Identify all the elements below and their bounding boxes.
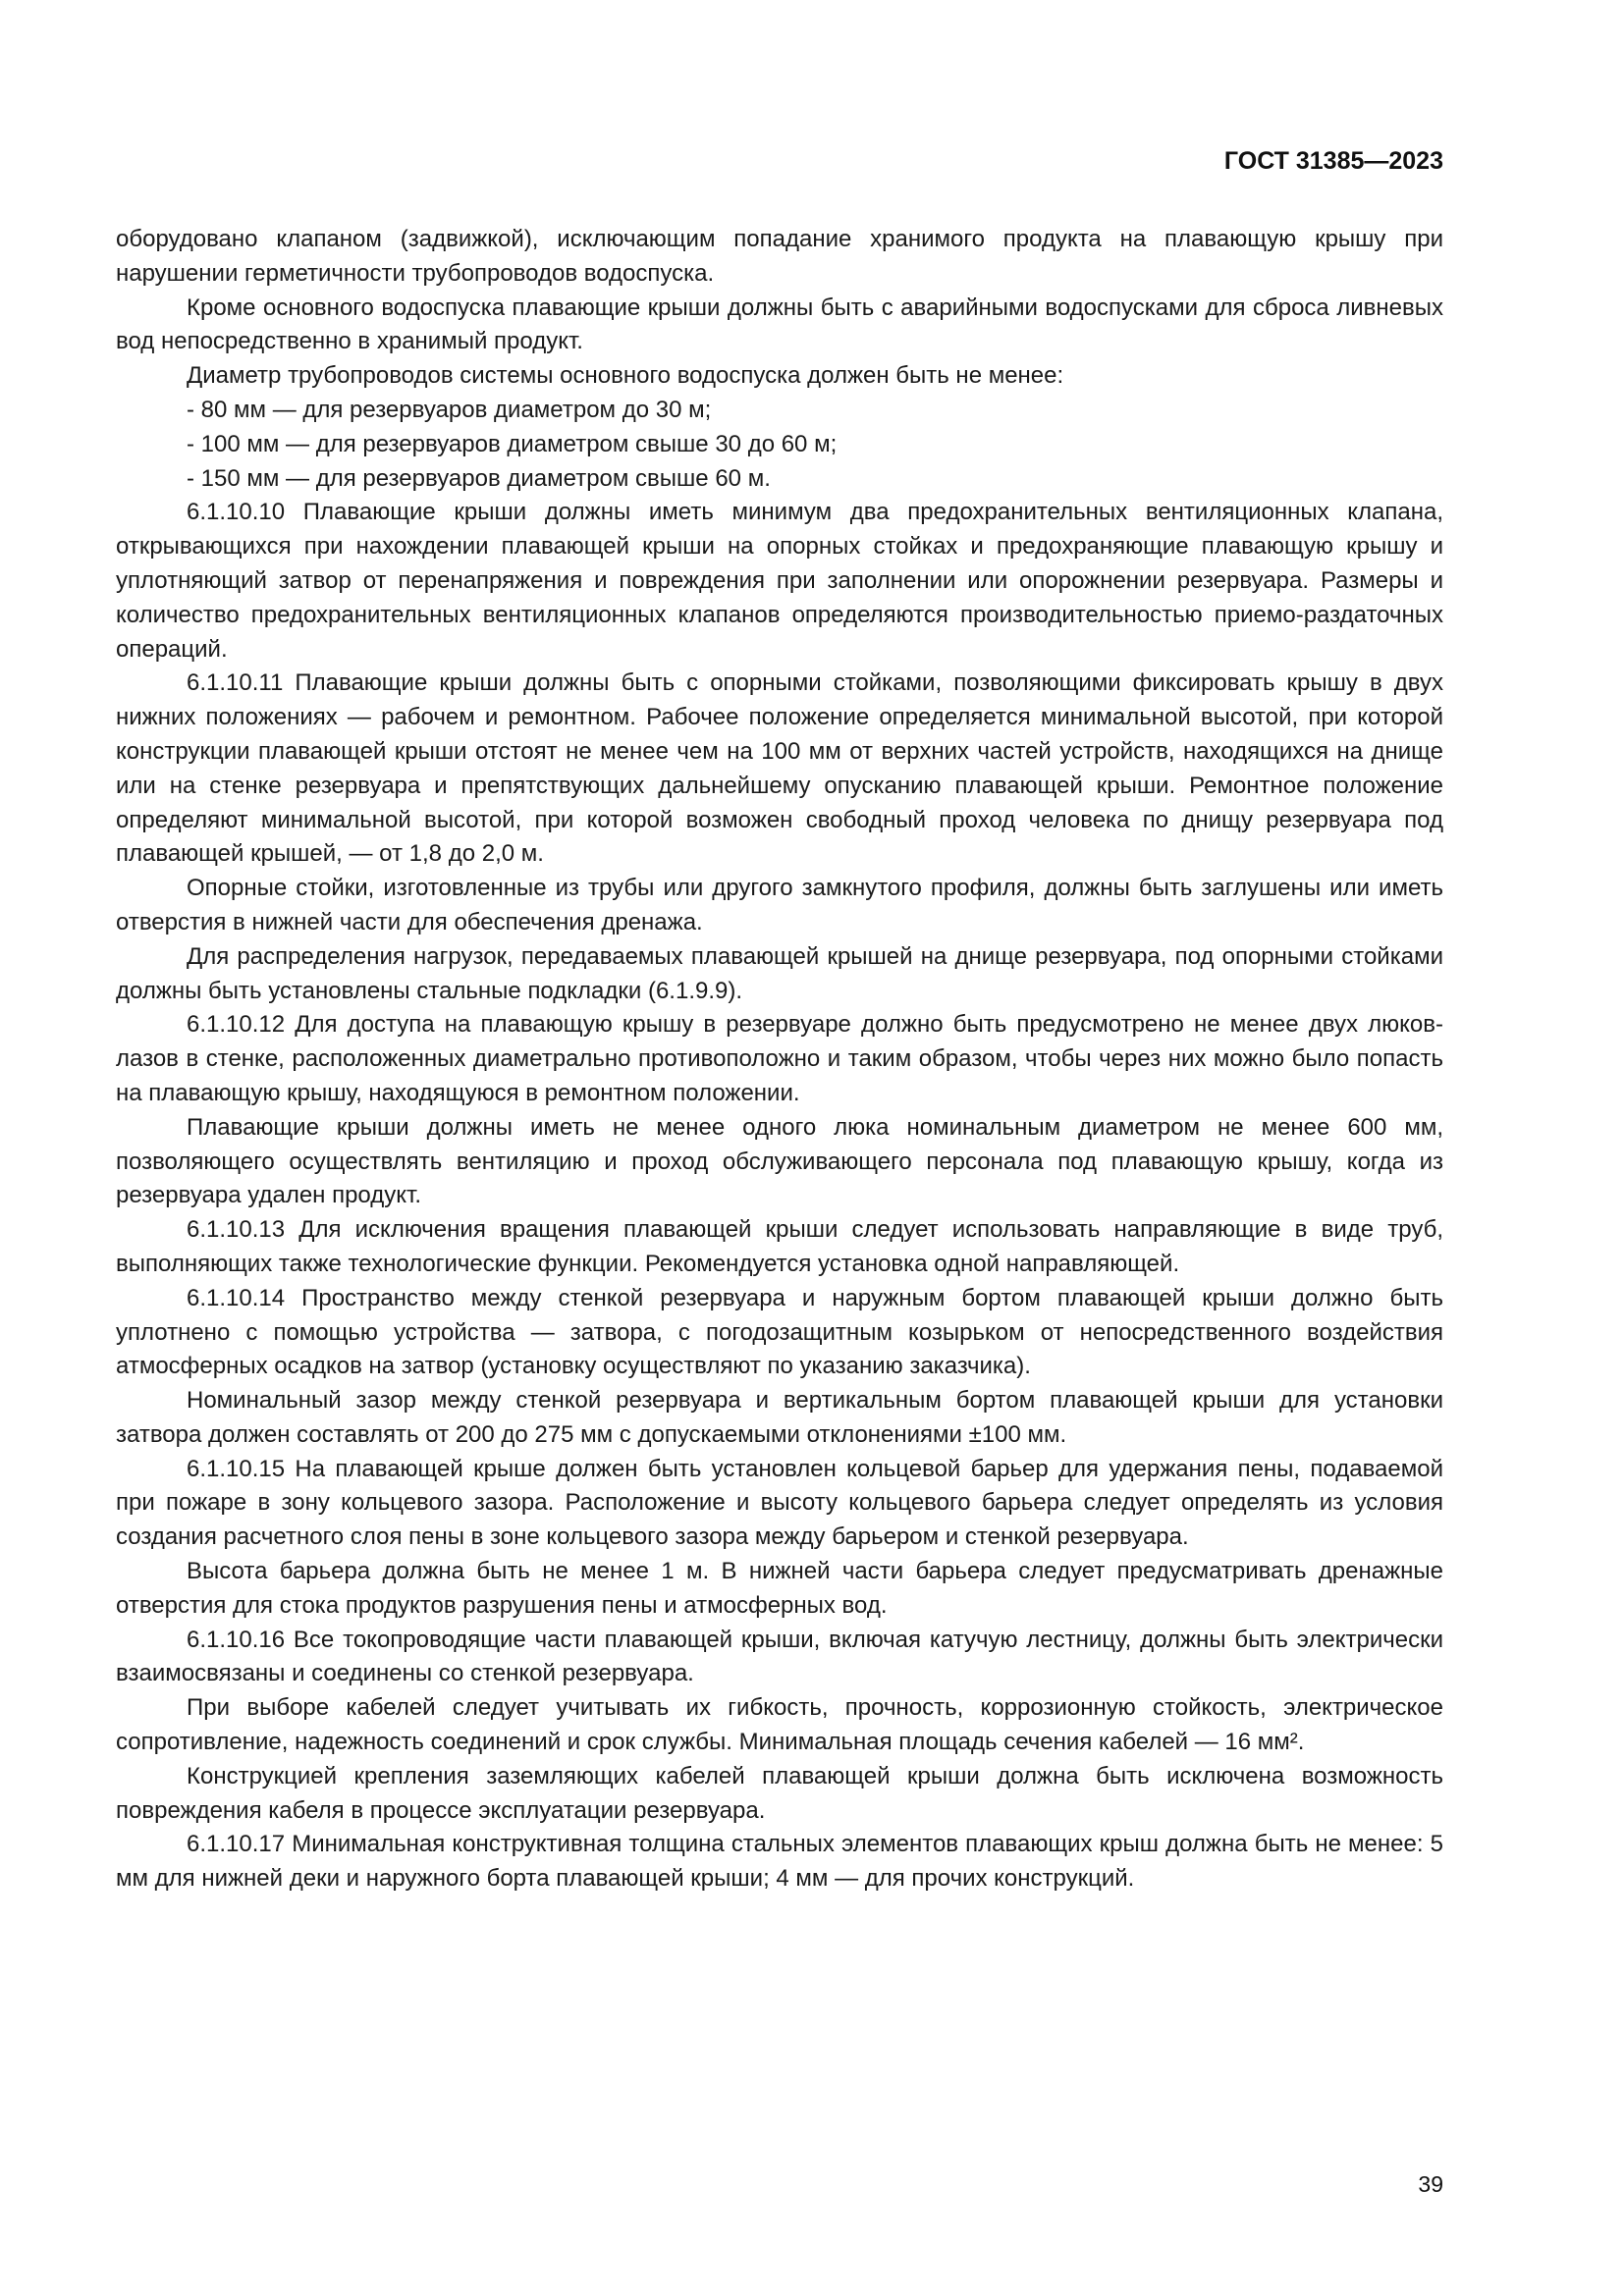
- document-body: [116, 223, 1443, 1896]
- paragraph: Конструкцией крепления заземляющих кабелей плавающей крыши должна быть исключена возможность повреждения кабеля в процессе эксплуатации резервуара.: [116, 1762, 1443, 1824]
- document-code-header: ГОСТ 31385—2023: [1223, 147, 1443, 175]
- clause-6-1-10-10: 6.1.10.10 Плавающие крыши должны иметь минимум два предохранительных вентиляционных клапана, открывающихся при нахождении плавающей крыши на опорных стойках и предохраняющие плавающую крышу и уплотняющий затвор от перенапряжения и повреждения при заполнении или опорожнении резервуара. Размеры и количество предохранительных вентиляционных клапанов определяются производительностью приемо-раздаточных операций.: [116, 499, 1443, 663]
- clause-6-1-10-11: 6.1.10.11 Плавающие крыши должны быть с опорными стойками, позволяющими фиксировать крышу в двух нижних положениях — рабочем и ремонтном. Рабочее положение определяется минимальной высотой, при которой конструкции плавающей крыши отстоят не менее чем на 100 мм от верхних частей устройств, находящихся на днище или на стенке резервуара и препятствующих дальнейшему опусканию плавающей крыши. Ремонтное положение определяют минимальной высотой, при которой возможен свободный проход человека по днищу резервуара под плавающей крышей, — от 1,8 до 2,0 м.: [116, 669, 1443, 868]
- paragraph: Опорные стойки, изготовленные из трубы или другого замкнутого профиля, должны быть заглушены или иметь отверстия в нижней части для обеспечения дренажа.: [116, 875, 1443, 935]
- list-item: - 100 мм — для резервуаров диаметром свыше 30 до 60 м;: [187, 430, 838, 457]
- clause-6-1-10-17: 6.1.10.17 Минимальная конструктивная толщина стальных элементов плавающих крыш должна быть не менее: 5 мм для нижней деки и наружного борта плавающей крыши; 4 мм — для прочих конструкций.: [116, 1831, 1443, 1893]
- paragraph: Плавающие крыши должны иметь не менее одного люка номинальным диаметром не менее 600 мм, позволяющего осуществлять вентиляцию и проход обслуживающего персонала под плавающую крышу, когда из резервуара удален продукт.: [116, 1113, 1443, 1209]
- clause-6-1-10-13: 6.1.10.13 Для исключения вращения плавающей крыши следует использовать направляющие в виде труб, выполняющих также технологические функции. Рекомендуется установка одной направляющей.: [116, 1216, 1443, 1277]
- paragraph: Диаметр трубопроводов системы основного водоспуска должен быть не менее:: [187, 362, 1064, 390]
- paragraph: оборудовано клапаном (задвижкой), исключающим попадание хранимого продукта на плавающую крышу при нарушении герметичности трубопроводов водоспуска.: [116, 226, 1443, 287]
- paragraph: Номинальный зазор между стенкой резервуара и вертикальным бортом плавающей крыши для установки затвора должен составлять от 200 до 275 мм с допускаемыми отклонениями ±100 мм.: [116, 1387, 1443, 1448]
- clause-6-1-10-16: 6.1.10.16 Все токопроводящие части плавающей крыши, включая катучую лестницу, должны быть электрически взаимосвязаны и соединены со стенкой резервуара.: [116, 1626, 1443, 1687]
- clause-6-1-10-14: 6.1.10.14 Пространство между стенкой резервуара и наружным бортом плавающей крыши должно быть уплотнено с помощью устройства — затвора, с погодозащитным козырьком от непосредственного воздействия атмосферных осадков на затвор (установку осуществляют по указанию заказчика).: [116, 1284, 1443, 1380]
- clause-6-1-10-12: 6.1.10.12 Для доступа на плавающую крышу в резервуаре должно быть предусмотрено не менее двух люков-лазов в стенке, расположенных диаметрально противоположно и таким образом, чтобы через них можно было попасть на плавающую крышу, находящуюся в ремонтном положении.: [116, 1011, 1443, 1106]
- list-item: - 150 мм — для резервуаров диаметром свыше 60 м.: [187, 464, 771, 492]
- page-number: 39: [1418, 2171, 1443, 2197]
- paragraph: Высота барьера должна быть не менее 1 м. В нижней части барьера следует предусматривать дренажные отверстия для стока продуктов разрушения пены и атмосферных вод.: [116, 1558, 1443, 1619]
- paragraph: При выборе кабелей следует учитывать их гибкость, прочность, коррозионную стойкость, электрическое сопротивление, надежность соединений и срок службы. Минимальная площадь сечения кабелей — 16 мм².: [116, 1694, 1443, 1756]
- list-item: - 80 мм — для резервуаров диаметром до 30 м;: [187, 396, 712, 423]
- paragraph: Для распределения нагрузок, передаваемых плавающей крышей на днище резервуара, под опорными стойками должны быть установлены стальные подкладки (6.1.9.9).: [116, 942, 1443, 1004]
- clause-6-1-10-15: 6.1.10.15 На плавающей крыше должен быть установлен кольцевой барьер для удержания пены, подаваемой при пожаре в зону кольцевого зазора. Расположение и высоту кольцевого барьера следует определять из условия создания расчетного слоя пены в зоне кольцевого зазора между барьером и стенкой резервуара.: [116, 1455, 1443, 1551]
- paragraph: Кроме основного водоспуска плавающие крыши должны быть с аварийными водоспусками для сброса ливневых вод непосредственно в хранимый продукт.: [116, 294, 1443, 355]
